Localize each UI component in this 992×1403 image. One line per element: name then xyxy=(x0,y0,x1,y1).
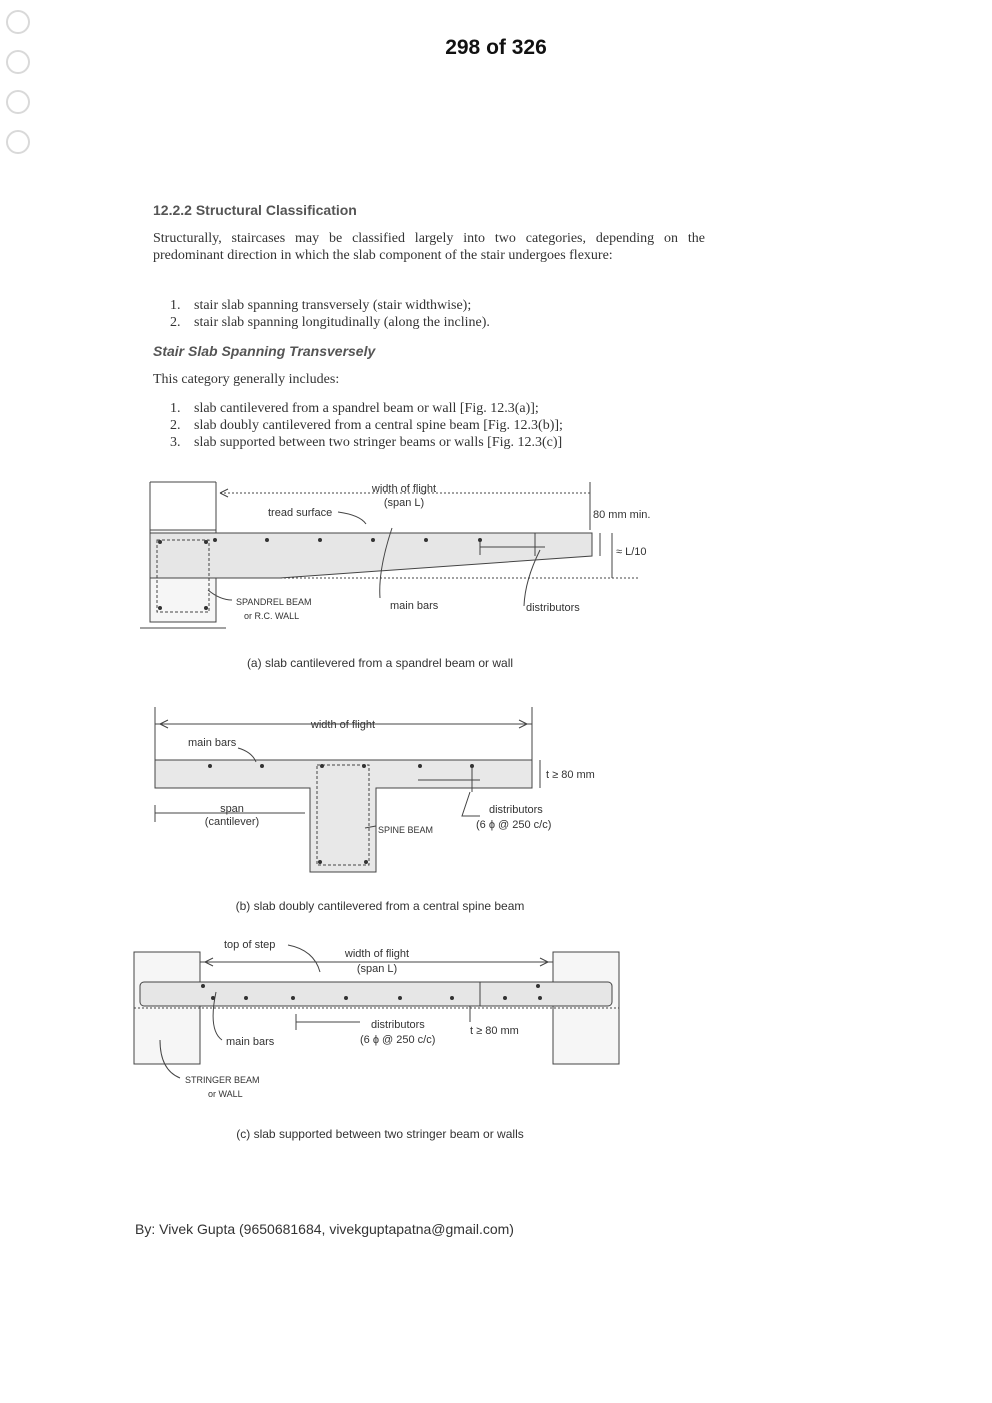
figure-b-caption: (b) slab doubly cantilevered from a central spine beam xyxy=(235,899,525,913)
binding-hole xyxy=(6,10,30,34)
footer-author: By: Vivek Gupta (9650681684, vivekguptapatna@gmail.com) xyxy=(135,1221,514,1237)
main-bar-dot xyxy=(158,606,162,610)
main-bar-dot xyxy=(211,996,215,1000)
section-paragraph: Structurally, staircases may be classified largely into two categories, depending on the predominant direction in which the slab component of the stair undergoes flexure: xyxy=(153,231,705,263)
label-cantilever: (cantilever) xyxy=(204,816,260,828)
list-item: 2. stair slab spanning longitudinally (along the incline). xyxy=(170,315,490,330)
label-thickness: t ≥ 80 mm xyxy=(546,769,595,781)
label-main-bars: main bars xyxy=(188,737,237,749)
main-bar-dot xyxy=(158,540,162,544)
main-bar-dot xyxy=(318,860,322,864)
list-item: 3. slab supported between two stringer beams or walls [Fig. 12.3(c)] xyxy=(170,435,563,450)
label-rc-wall: or R.C. WALL xyxy=(244,611,300,621)
main-bar-dot xyxy=(201,984,205,988)
main-bar-dot xyxy=(470,764,474,768)
binding-hole xyxy=(6,130,30,154)
label-distributors: distributors xyxy=(489,804,543,816)
label-distributor-spec: (6 ϕ @ 250 c/c) xyxy=(360,1034,436,1046)
main-bar-dot xyxy=(265,538,269,542)
label-main-bars: main bars xyxy=(226,1036,275,1048)
figure-c-diagram xyxy=(0,935,992,1105)
subsection-intro: This category generally includes: xyxy=(153,372,340,387)
label-thickness: t ≥ 80 mm xyxy=(470,1025,519,1037)
figure-b-diagram xyxy=(0,700,992,880)
list-item: 1. slab cantilevered from a spandrel beam or wall [Fig. 12.3(a)]; xyxy=(170,401,539,416)
main-bar-dot xyxy=(478,538,482,542)
main-bar-dot xyxy=(213,538,217,542)
figure-a-caption: (a) slab cantilevered from a spandrel beam or wall xyxy=(246,656,514,670)
label-spine-beam: SPINE BEAM xyxy=(378,825,434,835)
main-bar-dot xyxy=(244,996,248,1000)
main-bar-dot xyxy=(536,984,540,988)
label-span: (span L) xyxy=(356,963,398,975)
label-top-of-step: top of step xyxy=(224,939,276,951)
slab xyxy=(140,982,612,1006)
figure-c-caption: (c) slab supported between two stringer beam or walls xyxy=(236,1127,524,1141)
label-span: (span L) xyxy=(383,497,425,509)
label-distributors: distributors xyxy=(371,1019,425,1031)
main-bar-dot xyxy=(362,764,366,768)
main-bar-dot xyxy=(418,764,422,768)
main-bar-dot xyxy=(424,538,428,542)
main-bar-dot xyxy=(538,996,542,1000)
label-stringer-beam: STRINGER BEAM xyxy=(185,1075,260,1085)
label-width-of-flight: width of flight xyxy=(371,483,437,495)
main-bar-dot xyxy=(204,540,208,544)
figure-a-diagram xyxy=(0,462,992,662)
main-bar-dot xyxy=(344,996,348,1000)
label-or-wall: or WALL xyxy=(208,1089,243,1099)
label-main-bars: main bars xyxy=(390,600,439,612)
label-tread-surface: tread surface xyxy=(268,507,333,519)
main-bar-dot xyxy=(503,996,507,1000)
binding-hole xyxy=(6,90,30,114)
label-min-thickness: 80 mm min. xyxy=(593,509,651,521)
label-width-of-flight: width of flight xyxy=(310,719,376,731)
main-bar-dot xyxy=(320,764,324,768)
category-list xyxy=(170,400,563,451)
main-bar-dot xyxy=(204,606,208,610)
page-number: 298 of 326 xyxy=(445,36,547,59)
subsection-heading: Stair Slab Spanning Transversely xyxy=(153,343,376,359)
label-span: span xyxy=(220,803,244,815)
label-spandrel-beam: SPANDREL BEAM xyxy=(236,597,312,607)
label-width-of-flight: width of flight xyxy=(344,948,410,960)
main-bar-dot xyxy=(318,538,322,542)
classification-list xyxy=(170,297,490,331)
list-item: 1. stair slab spanning transversely (stair widthwise); xyxy=(170,298,472,313)
main-bar-dot xyxy=(364,860,368,864)
main-bar-dot xyxy=(291,996,295,1000)
label-distributor-spec: (6 ϕ @ 250 c/c) xyxy=(476,819,552,831)
main-bar-dot xyxy=(208,764,212,768)
label-distributors: distributors xyxy=(526,602,580,614)
main-bar-dot xyxy=(450,996,454,1000)
label-ratio: ≈ L/10 xyxy=(616,546,647,558)
main-bar-dot xyxy=(398,996,402,1000)
section-heading: 12.2.2 Structural Classification xyxy=(153,202,357,218)
list-item: 2. slab doubly cantilevered from a central spine beam [Fig. 12.3(b)]; xyxy=(170,418,563,433)
main-bar-dot xyxy=(371,538,375,542)
main-bar-dot xyxy=(260,764,264,768)
